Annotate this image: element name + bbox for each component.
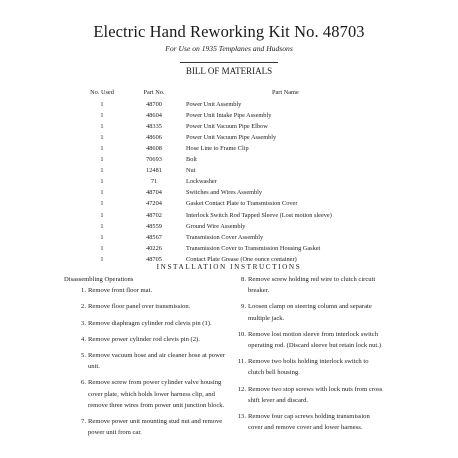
bom-name-cell: Transmission Cover to Transmission Housing Gasket xyxy=(186,244,321,252)
bom-part-cell: 48705 xyxy=(146,255,162,263)
bom-row xyxy=(0,155,458,165)
bom-part-cell: 48335 xyxy=(146,123,162,131)
bom-row xyxy=(0,144,458,154)
bom-qty-cell: 1 xyxy=(100,134,104,142)
step-number: 3. xyxy=(81,319,86,327)
step-text: Remove diaphragm cylinder rod clevis pin (1). xyxy=(88,319,212,327)
step-number: 12. xyxy=(237,385,246,393)
bom-row xyxy=(0,133,458,143)
bom-qty-cell: 1 xyxy=(100,255,104,263)
step-number: 5. xyxy=(81,352,86,360)
instruction-step xyxy=(76,416,236,438)
instruction-step xyxy=(236,274,386,296)
bom-part-cell: 48567 xyxy=(146,233,162,241)
instruction-step xyxy=(236,356,386,378)
bom-name-cell: Switches and Wires Assembly xyxy=(186,189,263,197)
step-number: 4. xyxy=(81,335,86,343)
bom-qty-cell: 1 xyxy=(100,156,104,164)
bom-row xyxy=(0,188,458,198)
step-text: Remove screw holding red wire to clutch circuit breaker. xyxy=(248,276,376,295)
step-text: Remove front floor mat. xyxy=(88,287,153,295)
document-subtitle: For Use on 1935 Templanes and Hudsons xyxy=(165,44,293,53)
step-number: 8. xyxy=(241,276,246,283)
bom-name-cell: Power Unit Vacuum Pipe Elbow xyxy=(186,123,268,131)
bom-qty-cell: 1 xyxy=(100,222,104,230)
bom-row xyxy=(0,244,458,254)
instruction-step xyxy=(76,377,236,411)
bom-header-name: Part Name xyxy=(272,89,299,96)
step-number: 6. xyxy=(81,379,86,387)
step-text: Remove floor panel over transmission. xyxy=(88,303,191,311)
bom-row xyxy=(0,177,458,187)
step-text: Loosen clamp on steering column and separate multiple jack. xyxy=(248,303,372,322)
document-title: Electric Hand Reworking Kit No. 48703 xyxy=(93,22,365,41)
bom-row xyxy=(0,211,458,221)
bom-qty-cell: 1 xyxy=(100,112,104,120)
bom-row xyxy=(0,166,458,176)
bom-header-row xyxy=(0,88,458,98)
bom-row xyxy=(0,100,458,110)
bom-part-cell: 40226 xyxy=(146,244,162,252)
bom-part-cell: 48559 xyxy=(146,222,162,230)
step-number: 13. xyxy=(237,413,246,421)
instruction-step xyxy=(76,285,236,296)
instruction-step xyxy=(76,350,236,372)
bom-part-cell: 48702 xyxy=(146,211,162,219)
installation-heading: INSTALLATION INSTRUCTIONS xyxy=(156,263,302,271)
step-text: Remove vacuum hose and air cleaner hose at power unit. xyxy=(88,352,225,371)
bom-part-cell: 48604 xyxy=(146,112,162,120)
bom-name-cell: Ground Wire Assembly xyxy=(186,222,246,230)
bom-part-cell: 71 xyxy=(150,178,158,186)
step-number: 10. xyxy=(237,330,246,338)
bom-qty-cell: 1 xyxy=(100,178,104,186)
bom-part-cell: 48608 xyxy=(146,145,162,153)
bom-qty-cell: 1 xyxy=(100,211,104,219)
bom-part-cell: 12481 xyxy=(146,167,162,175)
bom-row xyxy=(0,199,458,209)
step-text: Remove screw from power cylinder valve housing cover plate, which holds lower harness clip, and remove three wires from power unit junction block. xyxy=(88,379,225,409)
step-number: 11. xyxy=(238,358,246,366)
bom-part-cell: 48606 xyxy=(146,134,162,142)
bom-header-qty: No. Used xyxy=(90,89,114,96)
bom-qty-cell: 1 xyxy=(100,244,104,252)
instruction-step xyxy=(236,329,386,351)
bom-row xyxy=(0,233,458,243)
bom-name-cell: Nut xyxy=(186,167,196,175)
bom-name-cell: Transmission Cover Assembly xyxy=(186,233,264,241)
bom-qty-cell: 1 xyxy=(100,233,104,241)
bom-name-cell: Power Unit Assembly xyxy=(186,101,242,108)
step-text: Remove two bolts holding interlock switch to clutch bell housing. xyxy=(248,358,369,377)
bom-name-cell: Power Unit Vacuum Pipe Assembly xyxy=(186,134,277,142)
instruction-step xyxy=(76,334,236,345)
bom-part-cell: 48700 xyxy=(146,101,162,108)
bom-header-part: Part No. xyxy=(143,89,165,96)
bom-name-cell: Interlock Switch Rod Tapped Sleeve (Lost motion sleeve) xyxy=(186,211,332,219)
bom-qty-cell: 1 xyxy=(100,101,104,108)
step-text: Remove power unit mounting stud nut and remove power unit from car. xyxy=(88,418,223,437)
bom-name-cell: Contact Plate Grease (One ounce container) xyxy=(186,255,297,263)
bom-row xyxy=(0,122,458,132)
step-number: 9. xyxy=(241,303,246,311)
bom-qty-cell: 1 xyxy=(100,189,104,197)
bom-qty-cell: 1 xyxy=(100,200,104,208)
bom-row xyxy=(0,222,458,232)
step-text: Remove power cylinder rod clevis pin (2). xyxy=(88,335,200,343)
step-number: 7. xyxy=(81,418,86,426)
step-number: 1. xyxy=(81,287,86,295)
bom-name-cell: Lockwasher xyxy=(186,178,217,186)
instructions-column-left xyxy=(64,274,236,443)
step-text: Remove lost motion sleeve from interlock switch operating rod. (Discard sleeve but retain lock nut.) xyxy=(248,330,382,350)
step-number: 2. xyxy=(81,303,86,311)
step-text: Remove four cap screws holding transmission cover and remove cover and lower harness. xyxy=(248,413,370,432)
bom-name-cell: Hose Line to Frame Clip xyxy=(186,145,249,153)
instruction-step xyxy=(76,301,236,312)
instruction-step xyxy=(236,384,386,406)
bom-qty-cell: 1 xyxy=(100,123,104,131)
instruction-step xyxy=(236,301,386,323)
bom-name-cell: Bolt xyxy=(186,156,197,164)
bom-name-cell: Power Unit Intake Pipe Assembly xyxy=(186,112,272,120)
bom-row xyxy=(0,111,458,121)
instructions-column-right xyxy=(236,274,386,438)
bom-part-cell: 48704 xyxy=(146,189,162,197)
instruction-step xyxy=(76,318,236,329)
bom-part-cell: 47204 xyxy=(146,200,162,208)
bom-part-cell: 70693 xyxy=(146,156,162,164)
bom-qty-cell: 1 xyxy=(100,145,104,153)
title-divider xyxy=(180,62,278,63)
instruction-step xyxy=(236,411,386,433)
step-text: Remove two stop screws with lock nuts from cross shift lever and discard. xyxy=(248,385,383,404)
disassembling-heading: Disassembling Operations xyxy=(64,276,134,283)
bom-qty-cell: 1 xyxy=(100,167,104,175)
bom-heading: BILL OF MATERIALS xyxy=(185,66,273,76)
bom-name-cell: Gasket Contact Plate to Transmission Cover xyxy=(186,200,298,208)
